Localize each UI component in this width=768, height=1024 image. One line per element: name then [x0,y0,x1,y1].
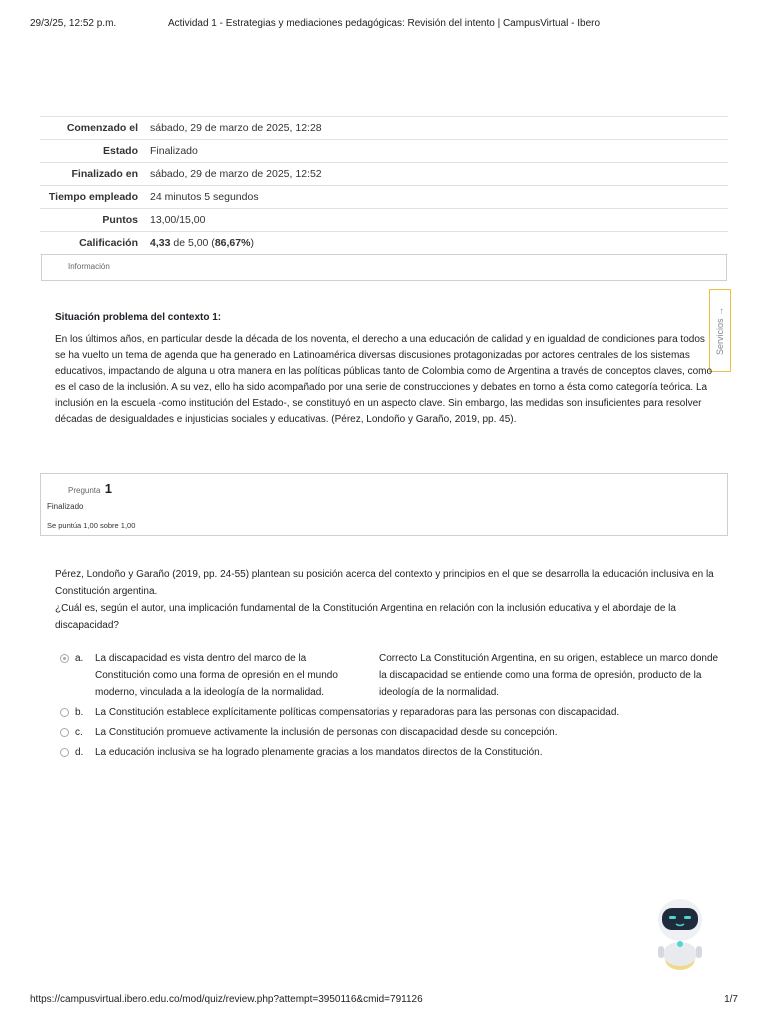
summary-value: Finalizado [144,140,728,163]
answer-letter: c. [75,727,83,738]
question-number-value: 1 [104,481,112,496]
summary-value: 13,00/15,00 [144,209,728,232]
answer-option-c [60,724,720,741]
summary-value: sábado, 29 de marzo de 2025, 12:28 [144,117,728,140]
radio-icon[interactable] [60,728,69,737]
summary-row-grade [40,232,728,255]
question-label: Pregunta [68,486,101,495]
answer-letter: b. [75,707,84,718]
question-text-paragraph: Pérez, Londoño y Garaño (2019, pp. 24-55) plantean su posición acerca del contexto y principios en el que se desarrolla la educación inclusiva en la Constitución argentina. [55,569,714,597]
summary-value: sábado, 29 de marzo de 2025, 12:52 [144,163,728,186]
answer-letter: a. [75,653,84,664]
summary-label: Estado [40,140,144,163]
summary-label: Puntos [40,209,144,232]
question-grade: Se puntúa 1,00 sobre 1,00 [47,521,136,530]
summary-row-time [40,186,728,209]
answer-text: La Constitución establece explícitamente políticas compensatorias y reparadoras para las personas con discapacidad. [95,707,620,718]
services-label: Servicios → [715,306,725,355]
summary-row-started [40,117,728,140]
answer-text: La discapacidad es vista dentro del marco de la Constitución como una forma de opresión en el mundo moderno, vinculada a la ideología de la normalidad. [95,653,338,698]
answer-options [60,650,720,764]
chatbot-assistant-icon[interactable] [652,896,708,972]
summary-row-finished [40,163,728,186]
summary-label: Comenzado el [40,117,144,140]
summary-row-points [40,209,728,232]
answer-option-b [60,704,720,721]
summary-row-state [40,140,728,163]
summary-label: Calificación [40,232,144,255]
answer-letter: d. [75,747,84,758]
print-header [30,18,738,34]
grade-middle: de 5,00 ( [170,237,215,249]
answer-text: La Constitución promueve activamente la inclusión de personas con discapacidad desde su concepción. [95,727,558,738]
summary-label: Finalizado en [40,163,144,186]
answer-feedback: Correcto La Constitución Argentina, en su origen, establece un marco donde la discapacidad se entiende como una forma de opresión, producto de la ideología de la normalidad. [379,653,719,698]
question-number [68,481,112,496]
situation-section [55,310,715,428]
information-box [41,254,727,281]
print-page-title: Actividad 1 - Estrategias y mediaciones pedagógicas: Revisión del intento | CampusVirtual - Ibero [167,18,601,29]
print-footer [30,994,738,1010]
print-page-number: 1/7 [724,994,738,1005]
question-info-box [40,473,728,536]
grade-value [144,232,728,255]
summary-label: Tiempo empleado [40,186,144,209]
print-url: https://campusvirtual.ibero.edu.co/mod/quiz/review.php?attempt=3950116&cmid=791126 [30,994,423,1005]
grade-close: ) [250,237,254,249]
radio-icon[interactable] [60,748,69,757]
situation-title: Situación problema del contexto 1: [55,312,222,323]
grade-score: 4,33 [150,237,171,249]
information-label: Información [68,262,110,271]
radio-icon[interactable] [60,708,69,717]
attempt-summary-table [40,116,728,255]
summary-value: 24 minutos 5 segundos [144,186,728,209]
situation-body: En los últimos años, en particular desde la década de los noventa, el derecho a una educación de calidad y en igualdad de condiciones para todos se ha vuelto un tema de agenda que ha generado en Latinoamérica diversas discusiones protagonizadas por actores centrales de los sistemas educativos, impactando de alguna u otra manera en las políticas públicas tanto de Colombia como de Argentina a través de conceptos claves, como es el caso de la inclusión. A su vez, ello ha sido acompañado por una serie de construcciones y debates en torno a ésta como categoría teórica. La inclusión en la escuela -como institución del Estado-, se constituyó en un aspecto clave. Sin embargo, las medidas son insuficientes para resolver décadas de desigualdades e injusticias sociales y educativas. (Pérez, Londoño y Garaño, 2019, pp. 45). [55,334,713,425]
question-prompt: ¿Cuál es, según el autor, una implicación fundamental de la Constitución Argentina en relación con la inclusión educativa y el abordaje de la discapacidad? [55,603,676,631]
radio-checked-icon[interactable] [60,654,69,663]
question-state: Finalizado [47,502,84,511]
grade-percent: 86,67% [214,237,251,249]
answer-option-a [60,650,720,701]
print-date: 29/3/25, 12:52 p.m. [30,18,117,29]
question-text [55,566,715,634]
answer-text: La educación inclusiva se ha logrado plenamente gracias a los mandatos directos de la Constitución. [95,747,543,758]
answer-option-d [60,744,720,761]
